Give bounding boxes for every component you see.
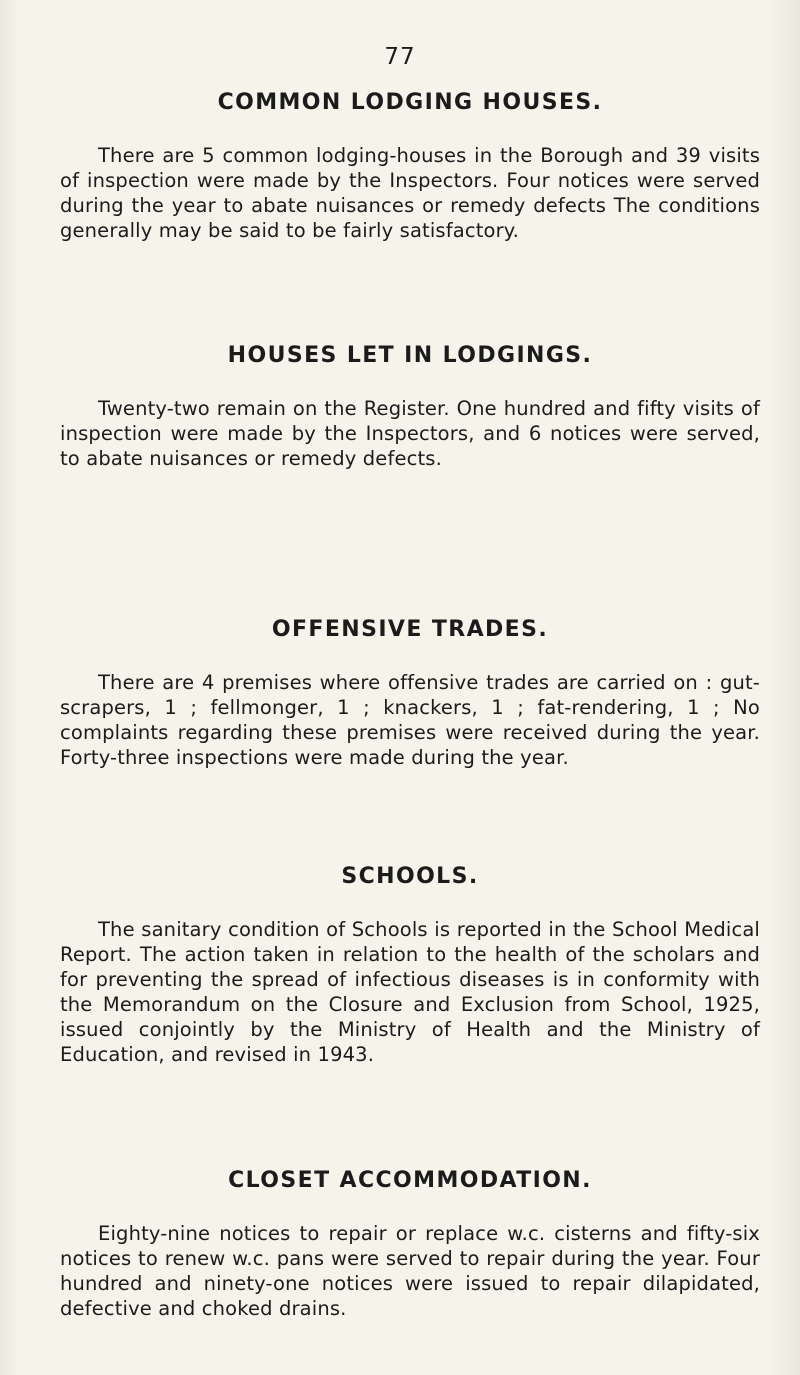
section-houses-let-in-lodgings <box>60 343 760 471</box>
section-paragraph: Twenty-two remain on the Register. One hundred and fifty visits of inspection were made by the Inspectors, and 6 notices were served, to abate nuisances or remedy defects. <box>60 397 760 470</box>
section-heading: HOUSES LET IN LODGINGS. <box>227 343 593 368</box>
section-common-lodging-houses <box>60 90 760 243</box>
section-paragraph: There are 4 premises where offensive trades are carried on : gut-scrapers, 1 ; fellmonger, 1 ; knackers, 1 ; fat-rendering, 1 ; No complaints regarding these premises were received during the year. Forty-three inspections were made during the year. <box>60 671 760 769</box>
page-number: 77 <box>384 44 416 70</box>
section-paragraph: The sanitary condition of Schools is reported in the School Medical Report. The action taken in relation to the health of the scholars and for preventing the spread of infectious diseases is in conformity with the Memorandum on the Closure and Exclusion from School, 1925, issued conjointly by the Ministry of Health and the Ministry of Education, and revised in 1943. <box>60 918 760 1066</box>
section-heading: OFFENSIVE TRADES. <box>271 617 549 642</box>
section-paragraph: There are 5 common lodging-houses in the Borough and 39 visits of inspection were made by the Inspectors. Four notices were served during the year to abate nuisances or remedy defects The conditions generally may be said to be fairly satisfactory. <box>60 144 760 242</box>
section-heading: SCHOOLS. <box>341 864 479 889</box>
section-schools <box>60 864 760 1067</box>
section-heading: CLOSET ACCOMMODATION. <box>228 1168 592 1193</box>
section-offensive-trades <box>60 617 760 770</box>
section-heading: COMMON LODGING HOUSES. <box>217 90 603 115</box>
section-paragraph: Eighty-nine notices to repair or replace w.c. cisterns and fifty-six notices to renew w.c. pans were served to repair during the year. Four hundred and ninety-one notices were issued to repair dilapidated, defective and choked drains. <box>60 1222 760 1320</box>
section-closet-accommodation <box>60 1168 760 1321</box>
